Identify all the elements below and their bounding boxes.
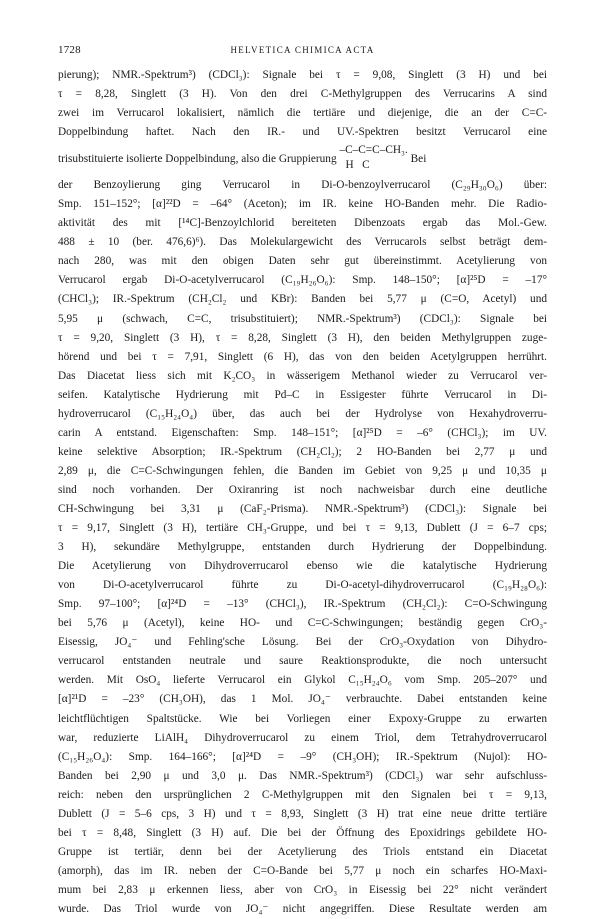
text-line: τ = 9,20, Singlett (3 H), τ = 8,28, Singlett (3 H), den beiden Methylgruppen zuge-	[58, 331, 547, 344]
text-line: bei 5,76 μ (Acetyl), keine HO- und C=C-Schwingungen; beständig gegen CrO₃-	[58, 617, 547, 630]
text-line: Smp. 151–152°; [α]²²D = –64° (Aceton); im IR. keine HO-Banden mehr. Die Radio-	[58, 198, 547, 211]
text-line: [α]²¹D = –23° (CH₃OH), das 1 Mol. JO₄⁻ verbrauchte. Dabei entstanden keine	[58, 693, 547, 706]
text-line: von Di-O-acetylverrucarol führte zu Di-O-acetyl-dihydroverrucarol (C₁₉H₂₈O₆):	[58, 579, 547, 592]
text-line: τ = 9,17, Singlett (3 H), tertiäre CH₃-Gruppe, und bei τ = 9,13, Dublett (J = 6–7 cps;	[58, 522, 547, 535]
group-formula-substituents: H C	[345, 159, 370, 172]
text-line: (amorph), das im IR. neben der C=O-Bande bei 5,77 μ noch ein scharfes HO-Maxi-	[58, 864, 547, 877]
text-line: Das Diacetat liess sich mit K₂CO₃ in wässerigem Methanol wieder zu Verrucarol ver-	[58, 369, 547, 382]
text-line: hydroverrucarol (C₁₅H₂₄O₄) über, das auch bei der Hydrolyse von Hexahydroverru-	[58, 407, 547, 420]
text-line: leichtflüchtigen Spaltstücke. Wie bei Vorliegen einer Expoxy-Gruppe zu erwarten	[58, 712, 547, 725]
text-line: aktivität des mit [¹⁴C]-Benzoylchlorid bereiteten Dibenzoats ergab das Mol.-Gew.	[58, 217, 547, 230]
text-line	[58, 142, 547, 176]
text-line: reich: neben den ursprünglichen 2 C-Methylgruppen mit den Signalen bei τ = 9,13,	[58, 788, 547, 801]
text-line: seifen. Katalytische Hydrierung mit Pd–C in Essigester führte Verrucarol in Di-	[58, 388, 547, 401]
text-line: der Benzoylierung ging Verrucarol in Di-O-benzoylverrucarol (C₂₉H₃₀O₆) über:	[58, 179, 547, 192]
page-number: 1728	[58, 44, 81, 56]
text-line: 3 H), sekundäre Methylgruppe, entstanden durch Hydrierung der Doppelbindung.	[58, 541, 547, 554]
text-line: Eisessig, JO₄⁻ und Fehling'sche Lösung. Bei der CrO₃-Oxydation von Dihydro-	[58, 636, 547, 649]
text-line-tail: Bei	[407, 153, 427, 166]
text-line: 488 ± 10 (ber. 476,6)⁶). Das Molekulargewicht des Verrucarols selbst beträgt dem-	[58, 236, 547, 249]
text-line: keine selektive Absorption; IR.-Spektrum (CH₂Cl₂); 2 HO-Banden bei 2,77 μ und	[58, 445, 547, 458]
text-line: werden. Mit OsO₄ lieferte Verrucarol ein Glykol C₁₅H₂₄O₆ vom Smp. 205–207° und	[58, 674, 547, 687]
text-line: pierung); NMR.-Spektrum³) (CDCl₃): Signale bei τ = 9,08, Singlett (3 H) und bei	[58, 69, 547, 81]
text-line: wurde. Das Triol wurde von JO₄⁻ nicht angegriffen. Diese Resultate werden am	[58, 902, 547, 915]
text-line: τ = 8,28, Singlett (3 H). Von den drei C-Methylgruppen des Verrucarins A sind	[58, 88, 547, 101]
text-line: bei τ = 8,48, Singlett (3 H) auf. Die bei der Öffnung des Epoxidrings gebildete HO-	[58, 826, 547, 839]
text-line: nach 280, was mit den obigen Daten sehr gut übereinstimmt. Acetylierung von	[58, 255, 547, 268]
text-line: (CHCl₃); IR.-Spektrum (CH₂Cl₂ und KBr): Banden bei 5,77 μ (C=O, Acetyl) und	[58, 293, 547, 306]
text-line: Banden bei 2,90 μ und 3,0 μ. Das NMR.-Spektrum³) (CDCl₃) war sehr aufschluss-	[58, 769, 547, 782]
text-line: sind noch vorhanden. Der Oxiranring ist noch nachweisbar durch eine deutliche	[58, 483, 547, 496]
text-line: hörend und bei τ = 7,91, Singlett (6 H), das von den beiden Acetylgruppen herrührt.	[58, 350, 547, 363]
text-line: zwei im Verrucarol lokalisiert, nämlich die tertiäre und diejenige, die an der C=C-	[58, 107, 547, 120]
text-line: Smp. 97–100°; [α]²⁴D = –13° (CHCl₃), IR.-Spektrum (CH₂Cl₂): C=O-Schwingung	[58, 598, 547, 611]
text-line-content: trisubstituierte isolierte Doppelbindung, also die Gruppierung	[58, 153, 340, 166]
page-header	[58, 44, 547, 58]
text-line: 5,95 μ (schwach, C=C, trisubstituiert); NMR.-Spektrum³) (CDCl₃): Signale bei	[58, 312, 547, 325]
text-line: Verrucarol ergab Di-O-acetylverrucarol (C₁₉H₂₆O₆): Smp. 148–150°; [α]²⁵D = –17°	[58, 274, 547, 287]
text-line: Dublett (J = 5–6 cps, 3 H) und τ = 8,93, Singlett (3 H) trat eine neue dritte tertiäre	[58, 807, 547, 820]
text-line: (C₁₅H₂₆O₄): Smp. 164–166°; [α]²⁴D = –9° (CH₃OH); IR.-Spektrum (Nujol): HO-	[58, 750, 547, 763]
text-line: carin A entstand. Eigenschaften: Smp. 148–151°; [α]²⁵D = –6° (CHCl₃); im UV.	[58, 426, 547, 439]
text-line: Gruppe ist tertiär, denn bei der Acetylierung des Triols entstand ein Diacetat	[58, 845, 547, 858]
text-line: mum bei 2,83 μ erkennen liess, aber von CrO₃ in Eisessig bei 22° nicht verändert	[58, 883, 547, 896]
group-formula	[339, 142, 407, 172]
journal-title: HELVETICA CHIMICA ACTA	[230, 45, 375, 55]
text-line: verrucarol entstanden neutrale und saure Reaktionsprodukte, die noch untersucht	[58, 655, 547, 668]
text-line: Die Acetylierung von Dihydroverrucarol ebenso wie die katalytische Hydrierung	[58, 560, 547, 573]
group-formula-main: –C–C=C–CH₃.	[339, 144, 408, 157]
text-line: Doppelbindung haftet. Nach den IR.- und UV.-Spektren besitzt Verrucarol eine	[58, 126, 547, 139]
text-line: CH-Schwingung bei 3,31 μ (CaF₂-Prisma). NMR.-Spektrum³) (CDCl₃): Signale bei	[58, 502, 547, 515]
body-text	[58, 66, 547, 919]
text-line: war, reduzierte LiAlH₄ Dihydroverrucarol zu einem Triol, dem Tetrahydroverrucarol	[58, 731, 547, 744]
text-line: 2,89 μ, die C=C-Schwingungen fehlen, die Banden im Gebiet von 9,25 μ und 10,35 μ	[58, 464, 547, 477]
